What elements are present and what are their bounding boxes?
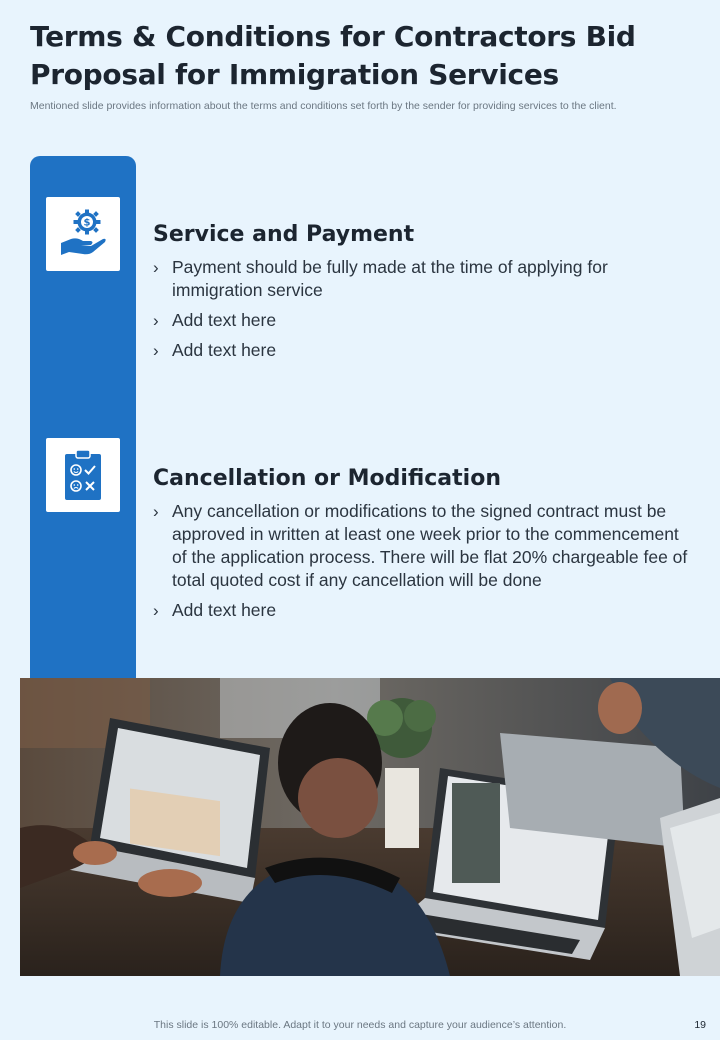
section-cancellation-modification <box>153 464 693 629</box>
list-item <box>153 599 693 622</box>
chevron-right-icon: › <box>153 502 159 521</box>
list-item <box>153 256 693 302</box>
list-item-text: Add text here <box>172 340 277 360</box>
section-service-payment <box>153 220 693 369</box>
list-item-text: Add text here <box>172 310 277 330</box>
list-item-text: Add text here <box>172 600 277 620</box>
people-working-on-laptops-photo <box>20 678 720 976</box>
chevron-right-icon: › <box>153 258 159 277</box>
chevron-right-icon: › <box>153 311 159 330</box>
chevron-right-icon: › <box>153 601 159 620</box>
section-heading: Service and Payment <box>153 222 415 247</box>
photo-illustration <box>20 678 720 976</box>
cancellation-icon-tile <box>46 438 120 512</box>
list-item <box>153 309 693 332</box>
page-number: 19 <box>694 1019 706 1031</box>
bullet-list <box>153 256 693 362</box>
list-item <box>153 500 693 592</box>
svg-text:$: $ <box>83 217 91 229</box>
footer-note: This slide is 100% editable. Adapt it to your needs and capture your audience’s attention. <box>153 1019 567 1031</box>
bullet-list <box>153 500 693 622</box>
page-subtitle: Mentioned slide provides information about the terms and conditions set forth by the sender for providing services to the client. <box>30 100 617 112</box>
section-heading: Cancellation or Modification <box>153 466 501 491</box>
clipboard-checklist-icon <box>61 448 105 502</box>
service-payment-icon-tile <box>46 197 120 271</box>
chevron-right-icon: › <box>153 341 159 360</box>
page-title: Terms & Conditions for Contractors Bid Proposal for Immigration Services <box>30 20 636 91</box>
hand-holding-dollar-gear-icon <box>57 209 109 259</box>
list-item <box>153 339 693 362</box>
list-item-text: Any cancellation or modifications to the signed contract must be approved in written at least one week prior to the commencement of the application process. There will be flat 20% chargeable fee of total quoted cost if any cancellation will be done <box>172 501 688 590</box>
list-item-text: Payment should be fully made at the time of applying for immigration service <box>172 257 608 300</box>
